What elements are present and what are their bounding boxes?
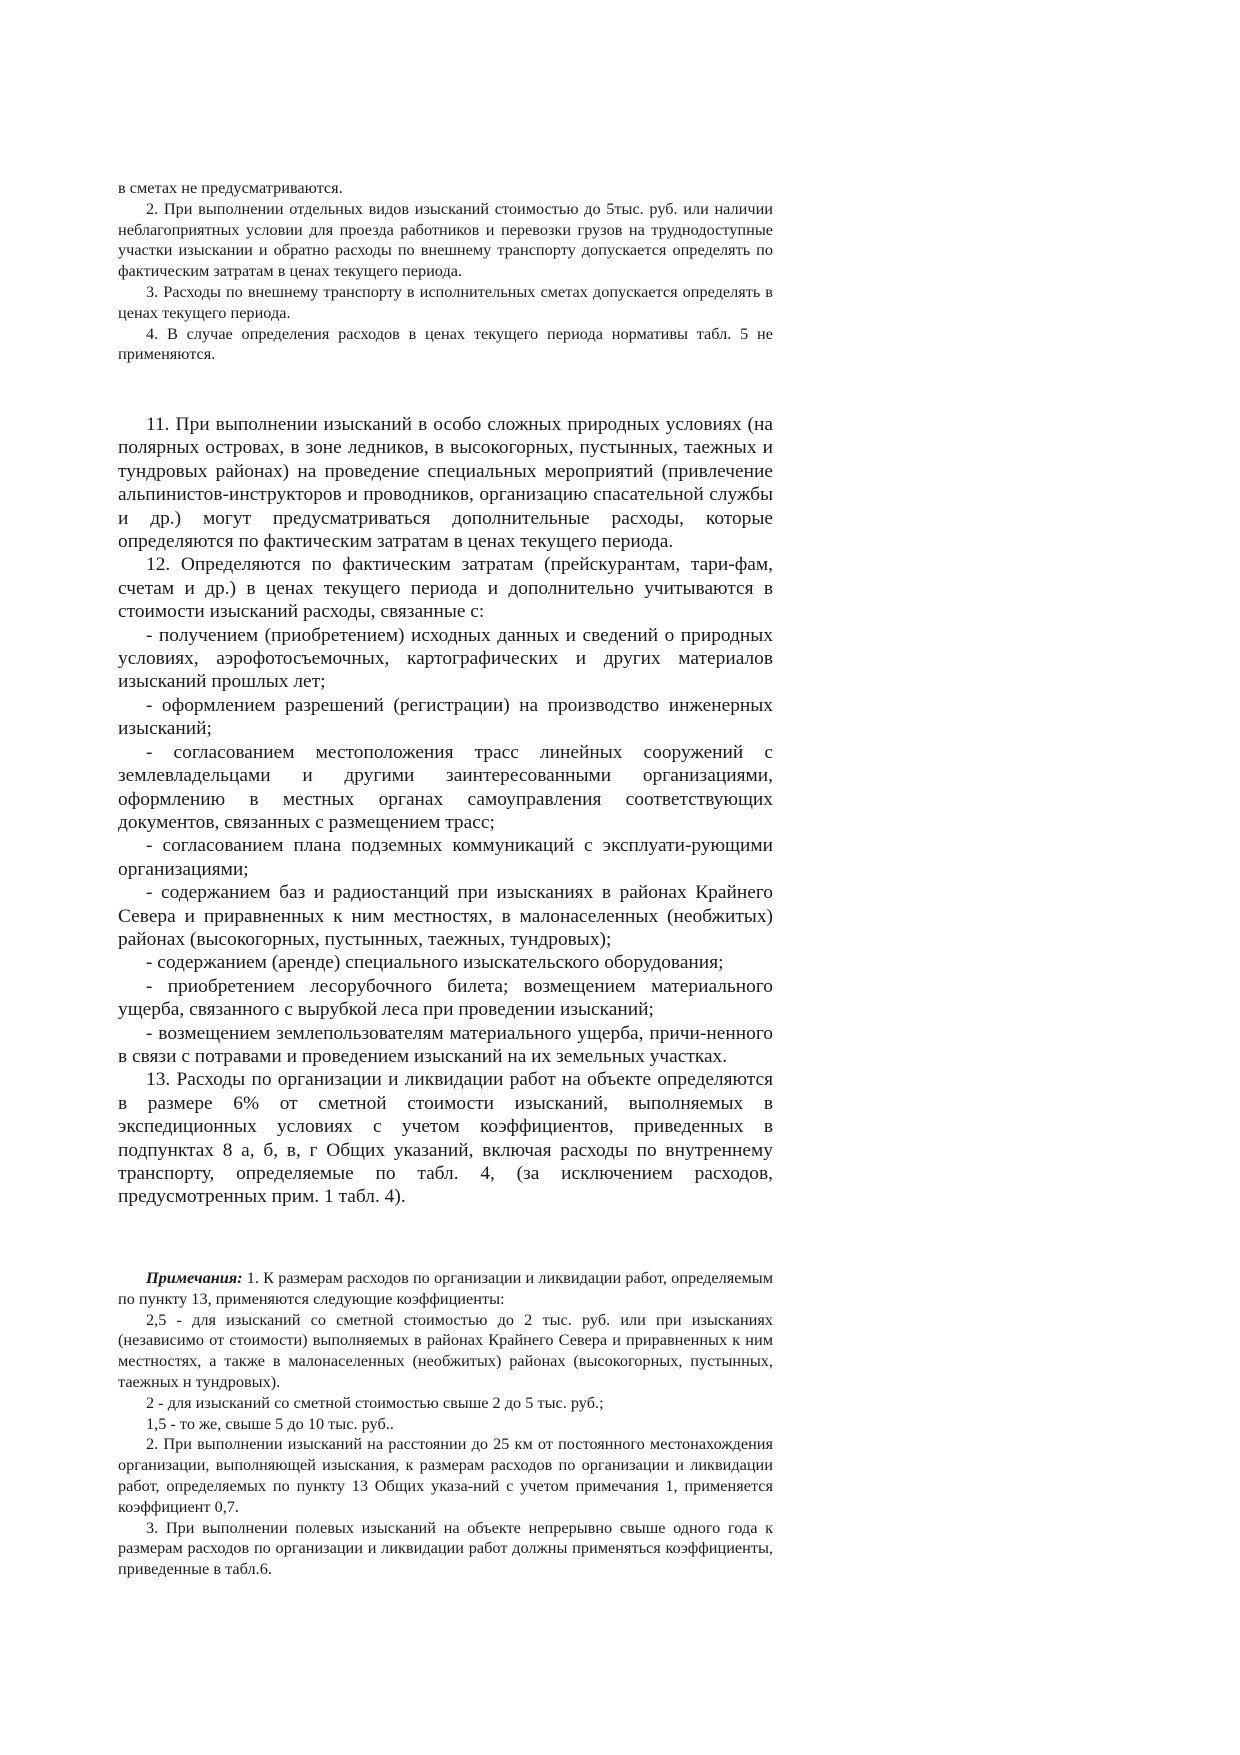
notes-first-text: 1. К размерам расходов по организации и ликвидации работ, определяемым по пункту 13, применяются следующие коэффициенты:	[118, 1268, 773, 1308]
list-item-logging-ticket: - приобретением лесорубочного билета; возмещением материального ущерба, связанного с вырубкой леса при проведении изысканий;	[118, 975, 773, 1021]
main-section	[118, 413, 773, 1209]
list-item-bases-radio: - содержанием баз и радиостанций при изысканиях в районах Крайнего Севера и приравненных к ним местностях, в малонаселенных (необжитых) районах (высокогорных, пустынных, таежных, тундровых);	[118, 882, 773, 950]
top-section	[118, 178, 773, 365]
notes-section	[118, 1268, 773, 1580]
note-2: 2. При выполнении изысканий на расстоянии до 25 км от постоянного местонахождения организации, выполняющей изыскания, к размерам расходов по организации и ликвидации работ, определяемых по пункту 13 Общих указа-ний с учетом примечания 1, применяется коэффициент 0,7.	[118, 1434, 773, 1516]
list-item-equipment: - содержанием (аренде) специального изыскательского оборудования;	[146, 952, 724, 974]
list-item-land-damage: - возмещением землепользователям материального ущерба, причи-ненного в связи с потравами и проведением изысканий на их земельных участках.	[118, 1022, 773, 1067]
paragraph-12: 12. Определяются по фактическим затратам (прейскурантам, тари-фам, счетам и др.) в ценах текущего периода и дополнительно учитываются в стоимости изысканий расходы, связанные с:	[118, 554, 773, 623]
list-item-source-data: - получением (приобретением) исходных данных и сведений о природных условиях, аэрофотосъемочных, картографических и других материалов изысканий прошлых лет;	[118, 624, 773, 693]
paragraph-item-4: 4. В случае определения расходов в ценах текущего периода нормативы табл. 5 не применяются.	[118, 323, 773, 364]
paragraph-item-2: 2. При выполнении отдельных видов изысканий стоимостью до 5тыс. руб. или наличии неблагоприятных условии для проезда работников и перевозки грузов на труднодоступные участки изыскании и обратно расходы по внешнему транспорту допускается определять по фактическим затратам в ценах текущего периода.	[118, 198, 773, 281]
list-item-route-approval: - согласованием местоположения трасс линейных сооружений с землевладельцами и другими заинтересованными организациями, оформлению в местных органах самоуправления соответствующих документов, связанных с размещением трасс;	[118, 741, 773, 833]
list-item-utilities-plan: - согласованием плана подземных коммуникаций с эксплуати-рующими организациями;	[118, 835, 773, 880]
paragraph-13: 13. Расходы по организации и ликвидации работ на объекте определяются в размере 6% от сметной стоимости изысканий, выполняемых в экспедиционных условиях с учетом коэффициентов, приведенных в подпунктах 8 а, б, в, г Общих указаний, включая расходы по внутреннему транспорту, определяемые по табл. 4, (за исключением расходов, предусмотренных прим. 1 табл. 4).	[118, 1069, 773, 1208]
note-coefficient-2-5: 2,5 - для изысканий со сметной стоимостью до 2 тыс. руб. или при изысканиях (независимо от стоимости) выполняемых в районах Крайнего Севера и приравненных к ним местностях, а также в малонаселенных (необжитых) районах (высокогорных, пустынных, таежных н тундровых).	[118, 1309, 773, 1391]
paragraph-item-3: 3. Расходы по внешнему транспорту в исполнительных сметах допускается определять в ценах текущего периода.	[118, 281, 773, 322]
note-coefficient-1-5: 1,5 - то же, свыше 5 до 10 тыс. руб..	[146, 1413, 394, 1433]
notes-intro	[118, 1268, 773, 1310]
notes-title: Примечания:	[146, 1268, 243, 1287]
paragraph-continuation: в сметах не предусматриваются.	[118, 178, 343, 197]
list-item-permits: - оформлением разрешений (регистрации) на производство инженерных изысканий;	[118, 694, 773, 740]
note-3: 3. При выполнении полевых изысканий на объекте непрерывно свыше одного года к размерам расходов по организации и ликвидации работ должны применяться коэффициенты, приведенные в табл.6.	[118, 1517, 773, 1579]
paragraph-11: 11. При выполнении изысканий в особо сложных природных условиях (на полярных островах, в зоне ледников, в высокогорных, пустынных, таежных и тундровых районах) на проведение специальных мероприятий (привлечение альпинистов-инструкторов и проводников, организацию спасательной службы и др.) могут предусматриваться дополнительные расходы, которые определяются по фактическим затратам в ценах текущего периода.	[118, 414, 773, 553]
note-coefficient-2: 2 - для изысканий со сметной стоимостью свыше 2 до 5 тыс. руб.;	[146, 1392, 604, 1412]
